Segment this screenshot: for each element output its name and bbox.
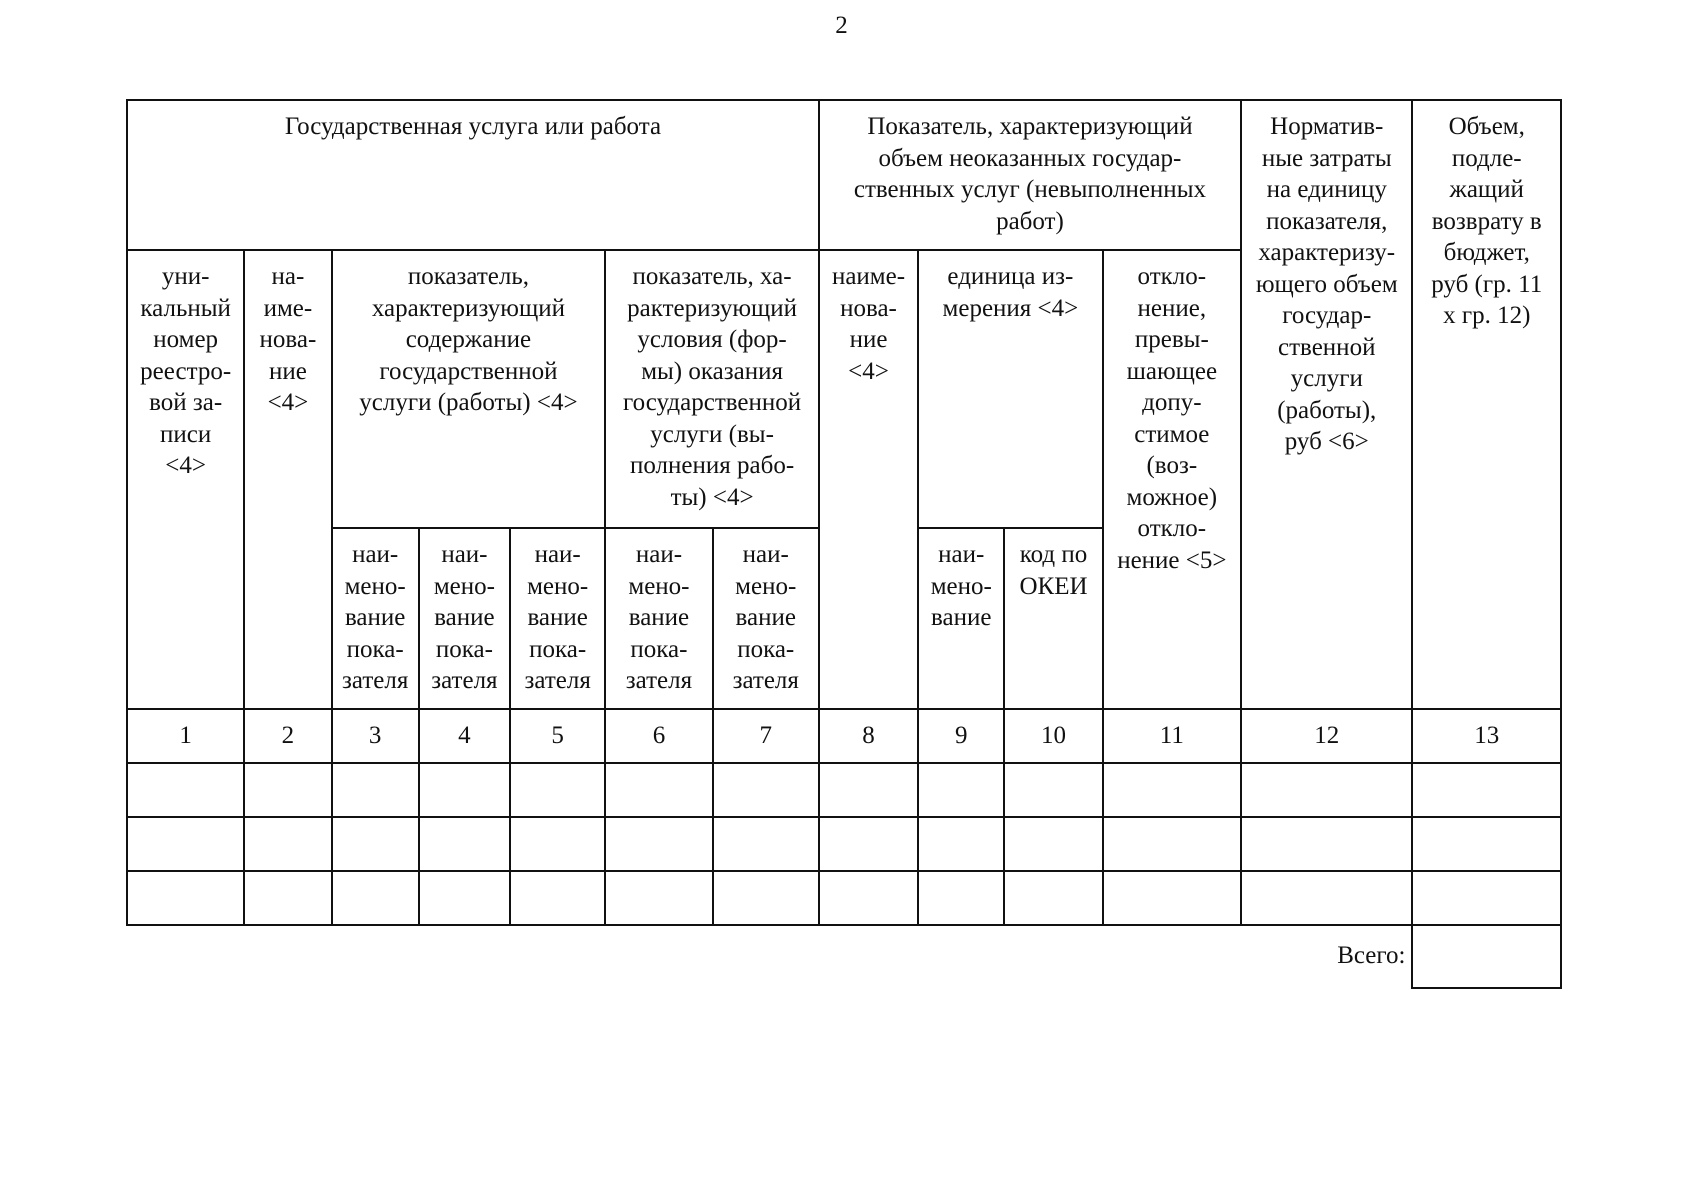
header-registry-number: уни- кальный номер реестро- вой за- писи <4> <box>127 250 244 709</box>
column-number: 12 <box>1241 709 1412 763</box>
column-number: 8 <box>819 709 918 763</box>
table-cell <box>419 763 510 817</box>
header-content-indicator-name-1: наи- мено- вание пока- зателя <box>332 528 419 709</box>
header-row-1 <box>127 100 1561 250</box>
table-cell <box>1004 763 1102 817</box>
table-cell <box>918 871 1004 925</box>
header-content-indicator-name-2: наи- мено- вание пока- зателя <box>419 528 510 709</box>
table-cell <box>244 871 331 925</box>
refund-calculation-table <box>126 99 1562 989</box>
table-cell <box>605 763 712 817</box>
table-cell <box>127 763 244 817</box>
header-service-group: Государственная услуга или работа <box>127 100 819 250</box>
table-cell <box>713 763 819 817</box>
table-cell <box>1241 871 1412 925</box>
table-cell <box>127 817 244 871</box>
table-cell <box>1103 763 1241 817</box>
table-cell <box>244 763 331 817</box>
table-cell <box>918 817 1004 871</box>
column-number: 3 <box>332 709 419 763</box>
table-cell <box>510 817 605 871</box>
table-row <box>127 817 1561 871</box>
header-name: на- име- нова- ние <4> <box>244 250 331 709</box>
header-indicator-group: Показатель, характеризующий объем неоказанных государ- ственных услуг (невыполненных работ) <box>819 100 1241 250</box>
table-cell <box>819 817 918 871</box>
column-number: 5 <box>510 709 605 763</box>
table-cell <box>1241 817 1412 871</box>
header-conditions-indicator-name-2: наи- мено- вание пока- зателя <box>713 528 819 709</box>
table-cell <box>332 871 419 925</box>
header-indicator-name: наиме- нова- ние <4> <box>819 250 918 709</box>
table-cell <box>510 763 605 817</box>
column-number: 4 <box>419 709 510 763</box>
table-cell <box>244 817 331 871</box>
header-unit-name: наи- мено- вание <box>918 528 1004 709</box>
header-deviation: откло- нение, превы- шающее допу- стимое (воз- можное) откло- нение <5> <box>1103 250 1241 709</box>
header-conditions-indicator-name-1: наи- мено- вание пока- зателя <box>605 528 712 709</box>
total-value-cell <box>1412 925 1561 988</box>
header-refund-volume: Объем, подле- жащий возврату в бюджет, руб (гр. 11 х гр. 12) <box>1412 100 1561 709</box>
column-number: 2 <box>244 709 331 763</box>
table-cell <box>127 871 244 925</box>
table-cell <box>1103 817 1241 871</box>
table-cell <box>419 871 510 925</box>
table-cell <box>1004 817 1102 871</box>
column-number: 1 <box>127 709 244 763</box>
total-label: Всего: <box>1337 942 1406 969</box>
table-cell <box>419 817 510 871</box>
table-cell <box>332 763 419 817</box>
table-cell <box>605 871 712 925</box>
header-content-indicator: показатель, характеризующий содержание государственной услуги (работы) <4> <box>332 250 606 528</box>
column-number: 7 <box>713 709 819 763</box>
header-normative-costs: Норматив- ные затраты на единицу показателя, характеризу- ющего объем государ- ственной услуги (работы), руб <6> <box>1241 100 1412 709</box>
total-row <box>127 925 1561 988</box>
table-cell <box>1412 763 1561 817</box>
header-unit: единица из- мерения <4> <box>918 250 1103 528</box>
table-cell <box>332 817 419 871</box>
column-number: 13 <box>1412 709 1561 763</box>
table-cell <box>918 763 1004 817</box>
table-cell <box>819 871 918 925</box>
table-cell <box>1412 871 1561 925</box>
column-number: 11 <box>1103 709 1241 763</box>
header-conditions-indicator: показатель, ха- рактеризующий условия (фор- мы) оказания государственной услуги (вы- полнения рабо- ты) <4> <box>605 250 819 528</box>
table-cell <box>1103 871 1241 925</box>
table-cell <box>605 817 712 871</box>
page-number: 2 <box>835 12 848 39</box>
table-cell <box>819 763 918 817</box>
table-cell <box>1004 871 1102 925</box>
table-cell <box>510 871 605 925</box>
table-cell <box>713 817 819 871</box>
header-content-indicator-name-3: наи- мено- вание пока- зателя <box>510 528 605 709</box>
column-number-row <box>127 709 1561 763</box>
table-cell <box>713 871 819 925</box>
table-row <box>127 763 1561 817</box>
column-number: 10 <box>1004 709 1102 763</box>
column-number: 6 <box>605 709 712 763</box>
table-row <box>127 871 1561 925</box>
header-okei-code: код по ОКЕИ <box>1004 528 1102 709</box>
table-cell <box>1241 763 1412 817</box>
column-number: 9 <box>918 709 1004 763</box>
table-cell <box>1412 817 1561 871</box>
